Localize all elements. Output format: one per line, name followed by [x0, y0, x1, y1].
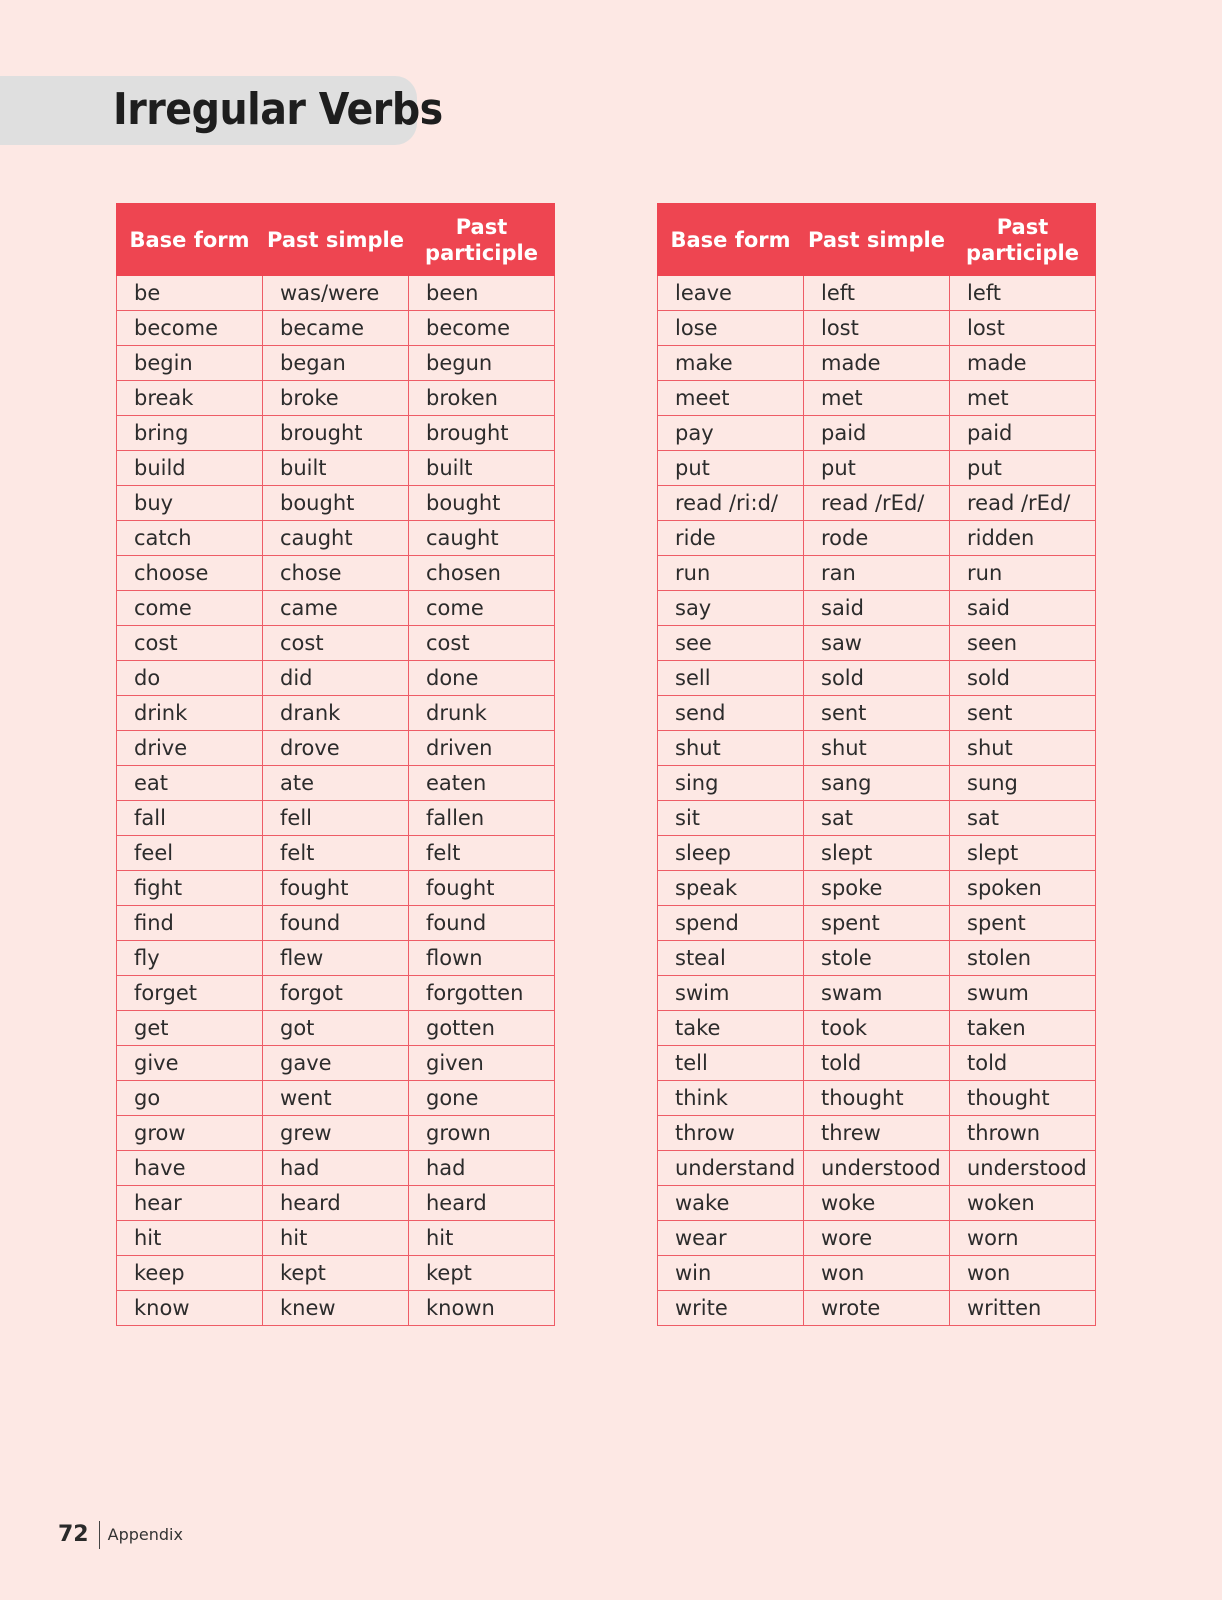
table-row [658, 836, 1096, 871]
cell-past-participle: given [409, 1046, 555, 1081]
cell-past-participle: seen [950, 626, 1096, 661]
cell-past-participle: shut [950, 731, 1096, 766]
table-row [117, 311, 555, 346]
cell-past-participle: run [950, 556, 1096, 591]
cell-base-form: fly [117, 941, 263, 976]
table-row [117, 1151, 555, 1186]
cell-past-participle: lost [950, 311, 1096, 346]
cell-past-simple: told [804, 1046, 950, 1081]
cell-past-simple: stole [804, 941, 950, 976]
cell-past-participle: bought [409, 486, 555, 521]
cell-past-participle: heard [409, 1186, 555, 1221]
cell-base-form: begin [117, 346, 263, 381]
cell-past-simple: spoke [804, 871, 950, 906]
cell-base-form: sleep [658, 836, 804, 871]
table-row [658, 801, 1096, 836]
table-row [117, 906, 555, 941]
cell-past-simple: made [804, 346, 950, 381]
cell-past-simple: flew [263, 941, 409, 976]
cell-base-form: hear [117, 1186, 263, 1221]
header-base-form: Base form [658, 204, 804, 276]
cell-past-participle: taken [950, 1011, 1096, 1046]
cell-past-participle: said [950, 591, 1096, 626]
cell-past-participle: kept [409, 1256, 555, 1291]
header-base-form: Base form [117, 204, 263, 276]
cell-past-participle: stolen [950, 941, 1096, 976]
cell-past-participle: gone [409, 1081, 555, 1116]
table-row [658, 626, 1096, 661]
cell-past-participle: built [409, 451, 555, 486]
cell-past-simple: knew [263, 1291, 409, 1326]
cell-past-participle: thrown [950, 1116, 1096, 1151]
cell-past-simple: swam [804, 976, 950, 1011]
cell-past-participle: grown [409, 1116, 555, 1151]
table-row [117, 1256, 555, 1291]
cell-base-form: drink [117, 696, 263, 731]
table-row [117, 836, 555, 871]
cell-base-form: shut [658, 731, 804, 766]
table-header-row [117, 204, 555, 276]
table-row [658, 906, 1096, 941]
cell-past-simple: ate [263, 766, 409, 801]
table-row [117, 976, 555, 1011]
cell-past-participle: won [950, 1256, 1096, 1291]
cell-base-form: become [117, 311, 263, 346]
cell-base-form: break [117, 381, 263, 416]
table-row [117, 381, 555, 416]
cell-past-simple: built [263, 451, 409, 486]
cell-past-simple: began [263, 346, 409, 381]
cell-base-form: leave [658, 276, 804, 311]
cell-past-simple: sat [804, 801, 950, 836]
table-row [117, 346, 555, 381]
cell-past-simple: grew [263, 1116, 409, 1151]
cell-past-simple: wore [804, 1221, 950, 1256]
table-row [658, 1081, 1096, 1116]
cell-past-simple: shut [804, 731, 950, 766]
cell-base-form: tell [658, 1046, 804, 1081]
table-row [117, 766, 555, 801]
verb-table-body [117, 276, 555, 1326]
cell-base-form: wake [658, 1186, 804, 1221]
cell-base-form: steal [658, 941, 804, 976]
cell-past-simple: wrote [804, 1291, 950, 1326]
cell-past-participle: made [950, 346, 1096, 381]
cell-past-participle: ridden [950, 521, 1096, 556]
cell-base-form: see [658, 626, 804, 661]
cell-base-form: buy [117, 486, 263, 521]
cell-past-simple: gave [263, 1046, 409, 1081]
cell-past-participle: caught [409, 521, 555, 556]
cell-past-participle: spent [950, 906, 1096, 941]
table-row [658, 731, 1096, 766]
cell-base-form: win [658, 1256, 804, 1291]
cell-past-simple: took [804, 1011, 950, 1046]
table-row [117, 486, 555, 521]
table-row [658, 451, 1096, 486]
cell-past-simple: felt [263, 836, 409, 871]
cell-past-participle: left [950, 276, 1096, 311]
table-row [658, 276, 1096, 311]
cell-past-participle: come [409, 591, 555, 626]
cell-past-participle: felt [409, 836, 555, 871]
cell-base-form: do [117, 661, 263, 696]
cell-past-participle: brought [409, 416, 555, 451]
table-row [117, 871, 555, 906]
cell-past-simple: got [263, 1011, 409, 1046]
cell-base-form: lose [658, 311, 804, 346]
cell-past-participle: thought [950, 1081, 1096, 1116]
cell-past-simple: read /rEd/ [804, 486, 950, 521]
cell-past-simple: drove [263, 731, 409, 766]
cell-past-simple: thought [804, 1081, 950, 1116]
table-row [117, 276, 555, 311]
verb-table-left [116, 203, 555, 1326]
cell-past-simple: saw [804, 626, 950, 661]
cell-past-simple: said [804, 591, 950, 626]
table-row [117, 1081, 555, 1116]
cell-base-form: think [658, 1081, 804, 1116]
cell-past-simple: found [263, 906, 409, 941]
table-row [658, 311, 1096, 346]
cell-past-participle: fallen [409, 801, 555, 836]
cell-base-form: speak [658, 871, 804, 906]
table-row [658, 346, 1096, 381]
table-row [117, 1116, 555, 1151]
table-row [117, 416, 555, 451]
cell-past-simple: sent [804, 696, 950, 731]
cell-base-form: fall [117, 801, 263, 836]
cell-past-simple: heard [263, 1186, 409, 1221]
cell-past-participle: sat [950, 801, 1096, 836]
table-row [658, 661, 1096, 696]
table-row [658, 941, 1096, 976]
table-row [117, 1221, 555, 1256]
cell-past-participle: eaten [409, 766, 555, 801]
cell-past-participle: chosen [409, 556, 555, 591]
cell-base-form: make [658, 346, 804, 381]
cell-base-form: forget [117, 976, 263, 1011]
cell-past-simple: did [263, 661, 409, 696]
cell-past-simple: cost [263, 626, 409, 661]
cell-past-simple: caught [263, 521, 409, 556]
cell-past-participle: begun [409, 346, 555, 381]
table-row [658, 1221, 1096, 1256]
table-row [658, 976, 1096, 1011]
cell-base-form: know [117, 1291, 263, 1326]
cell-base-form: find [117, 906, 263, 941]
cell-base-form: put [658, 451, 804, 486]
cell-base-form: throw [658, 1116, 804, 1151]
table-row [117, 1046, 555, 1081]
cell-past-participle: understood [950, 1151, 1096, 1186]
table-row [658, 521, 1096, 556]
cell-base-form: understand [658, 1151, 804, 1186]
table-row [117, 696, 555, 731]
cell-past-simple: left [804, 276, 950, 311]
table-row [117, 661, 555, 696]
table-row [117, 801, 555, 836]
table-row [117, 591, 555, 626]
cell-past-simple: broke [263, 381, 409, 416]
cell-past-participle: found [409, 906, 555, 941]
cell-past-participle: put [950, 451, 1096, 486]
table-row [658, 1046, 1096, 1081]
cell-past-participle: driven [409, 731, 555, 766]
cell-past-participle: sold [950, 661, 1096, 696]
cell-past-simple: chose [263, 556, 409, 591]
cell-past-simple: kept [263, 1256, 409, 1291]
table-row [658, 766, 1096, 801]
cell-past-simple: sang [804, 766, 950, 801]
cell-past-simple: met [804, 381, 950, 416]
cell-past-participle: known [409, 1291, 555, 1326]
cell-past-participle: drunk [409, 696, 555, 731]
cell-base-form: hit [117, 1221, 263, 1256]
cell-past-participle: met [950, 381, 1096, 416]
cell-base-form: spend [658, 906, 804, 941]
table-row [117, 941, 555, 976]
cell-base-form: eat [117, 766, 263, 801]
cell-past-participle: sung [950, 766, 1096, 801]
cell-past-participle: forgotten [409, 976, 555, 1011]
table-row [658, 591, 1096, 626]
cell-past-simple: understood [804, 1151, 950, 1186]
table-row [658, 1151, 1096, 1186]
cell-base-form: send [658, 696, 804, 731]
cell-past-participle: read /rEd/ [950, 486, 1096, 521]
table-row [117, 1011, 555, 1046]
cell-past-simple: fought [263, 871, 409, 906]
cell-past-participle: written [950, 1291, 1096, 1326]
table-row [658, 381, 1096, 416]
table-row [658, 1291, 1096, 1326]
table-row [658, 1011, 1096, 1046]
cell-past-participle: gotten [409, 1011, 555, 1046]
cell-past-simple: sold [804, 661, 950, 696]
cell-base-form: take [658, 1011, 804, 1046]
cell-past-participle: worn [950, 1221, 1096, 1256]
page-footer [58, 1520, 183, 1550]
cell-past-participle: cost [409, 626, 555, 661]
cell-past-participle: slept [950, 836, 1096, 871]
cell-base-form: read /ri:d/ [658, 486, 804, 521]
table-row [117, 1291, 555, 1326]
table-row [117, 731, 555, 766]
header-past-simple: Past simple [804, 204, 950, 276]
table-row [658, 871, 1096, 906]
table-row [117, 451, 555, 486]
cell-past-simple: spent [804, 906, 950, 941]
cell-past-simple: threw [804, 1116, 950, 1151]
cell-base-form: go [117, 1081, 263, 1116]
cell-base-form: wear [658, 1221, 804, 1256]
cell-base-form: give [117, 1046, 263, 1081]
cell-past-simple: paid [804, 416, 950, 451]
cell-base-form: drive [117, 731, 263, 766]
table-row [117, 556, 555, 591]
cell-base-form: keep [117, 1256, 263, 1291]
cell-base-form: be [117, 276, 263, 311]
cell-past-participle: flown [409, 941, 555, 976]
table-row [658, 1256, 1096, 1291]
cell-base-form: fight [117, 871, 263, 906]
cell-past-participle: woken [950, 1186, 1096, 1221]
cell-past-simple: put [804, 451, 950, 486]
cell-base-form: write [658, 1291, 804, 1326]
cell-past-simple: came [263, 591, 409, 626]
header-past-simple: Past simple [263, 204, 409, 276]
cell-past-simple: went [263, 1081, 409, 1116]
cell-past-simple: forgot [263, 976, 409, 1011]
cell-base-form: come [117, 591, 263, 626]
verb-table-right [657, 203, 1096, 1326]
cell-past-participle: had [409, 1151, 555, 1186]
header-past-participle: Past participle [950, 204, 1096, 276]
cell-base-form: choose [117, 556, 263, 591]
header-past-participle: Past participle [409, 204, 555, 276]
cell-past-participle: paid [950, 416, 1096, 451]
cell-base-form: feel [117, 836, 263, 871]
cell-past-simple: ran [804, 556, 950, 591]
cell-past-simple: had [263, 1151, 409, 1186]
cell-past-participle: spoken [950, 871, 1096, 906]
cell-base-form: meet [658, 381, 804, 416]
cell-past-participle: done [409, 661, 555, 696]
cell-past-simple: rode [804, 521, 950, 556]
cell-past-participle: broken [409, 381, 555, 416]
cell-past-simple: became [263, 311, 409, 346]
cell-past-simple: was/were [263, 276, 409, 311]
cell-past-simple: hit [263, 1221, 409, 1256]
cell-base-form: catch [117, 521, 263, 556]
cell-base-form: run [658, 556, 804, 591]
cell-base-form: bring [117, 416, 263, 451]
cell-past-participle: sent [950, 696, 1096, 731]
cell-base-form: ride [658, 521, 804, 556]
cell-past-simple: lost [804, 311, 950, 346]
table-row [658, 416, 1096, 451]
cell-base-form: have [117, 1151, 263, 1186]
cell-past-participle: told [950, 1046, 1096, 1081]
cell-base-form: sit [658, 801, 804, 836]
cell-base-form: pay [658, 416, 804, 451]
table-header-row [658, 204, 1096, 276]
table-row [117, 521, 555, 556]
cell-past-participle: fought [409, 871, 555, 906]
cell-base-form: sing [658, 766, 804, 801]
table-row [117, 626, 555, 661]
cell-base-form: get [117, 1011, 263, 1046]
cell-past-simple: bought [263, 486, 409, 521]
cell-base-form: cost [117, 626, 263, 661]
table-row [658, 696, 1096, 731]
cell-past-simple: won [804, 1256, 950, 1291]
table-row [658, 1186, 1096, 1221]
table-row [658, 486, 1096, 521]
cell-past-simple: fell [263, 801, 409, 836]
cell-base-form: build [117, 451, 263, 486]
cell-base-form: grow [117, 1116, 263, 1151]
cell-base-form: swim [658, 976, 804, 1011]
table-row [117, 1186, 555, 1221]
verb-table-body [658, 276, 1096, 1326]
cell-past-simple: slept [804, 836, 950, 871]
cell-past-simple: drank [263, 696, 409, 731]
cell-past-participle: hit [409, 1221, 555, 1256]
cell-past-simple: brought [263, 416, 409, 451]
table-row [658, 1116, 1096, 1151]
cell-past-participle: been [409, 276, 555, 311]
page-title: Irregular Verbs [113, 84, 443, 135]
cell-past-simple: woke [804, 1186, 950, 1221]
cell-past-participle: become [409, 311, 555, 346]
page-number: 72 [58, 1521, 100, 1549]
cell-past-participle: swum [950, 976, 1096, 1011]
table-row [658, 556, 1096, 591]
cell-base-form: sell [658, 661, 804, 696]
section-name: Appendix [107, 1525, 183, 1544]
cell-base-form: say [658, 591, 804, 626]
